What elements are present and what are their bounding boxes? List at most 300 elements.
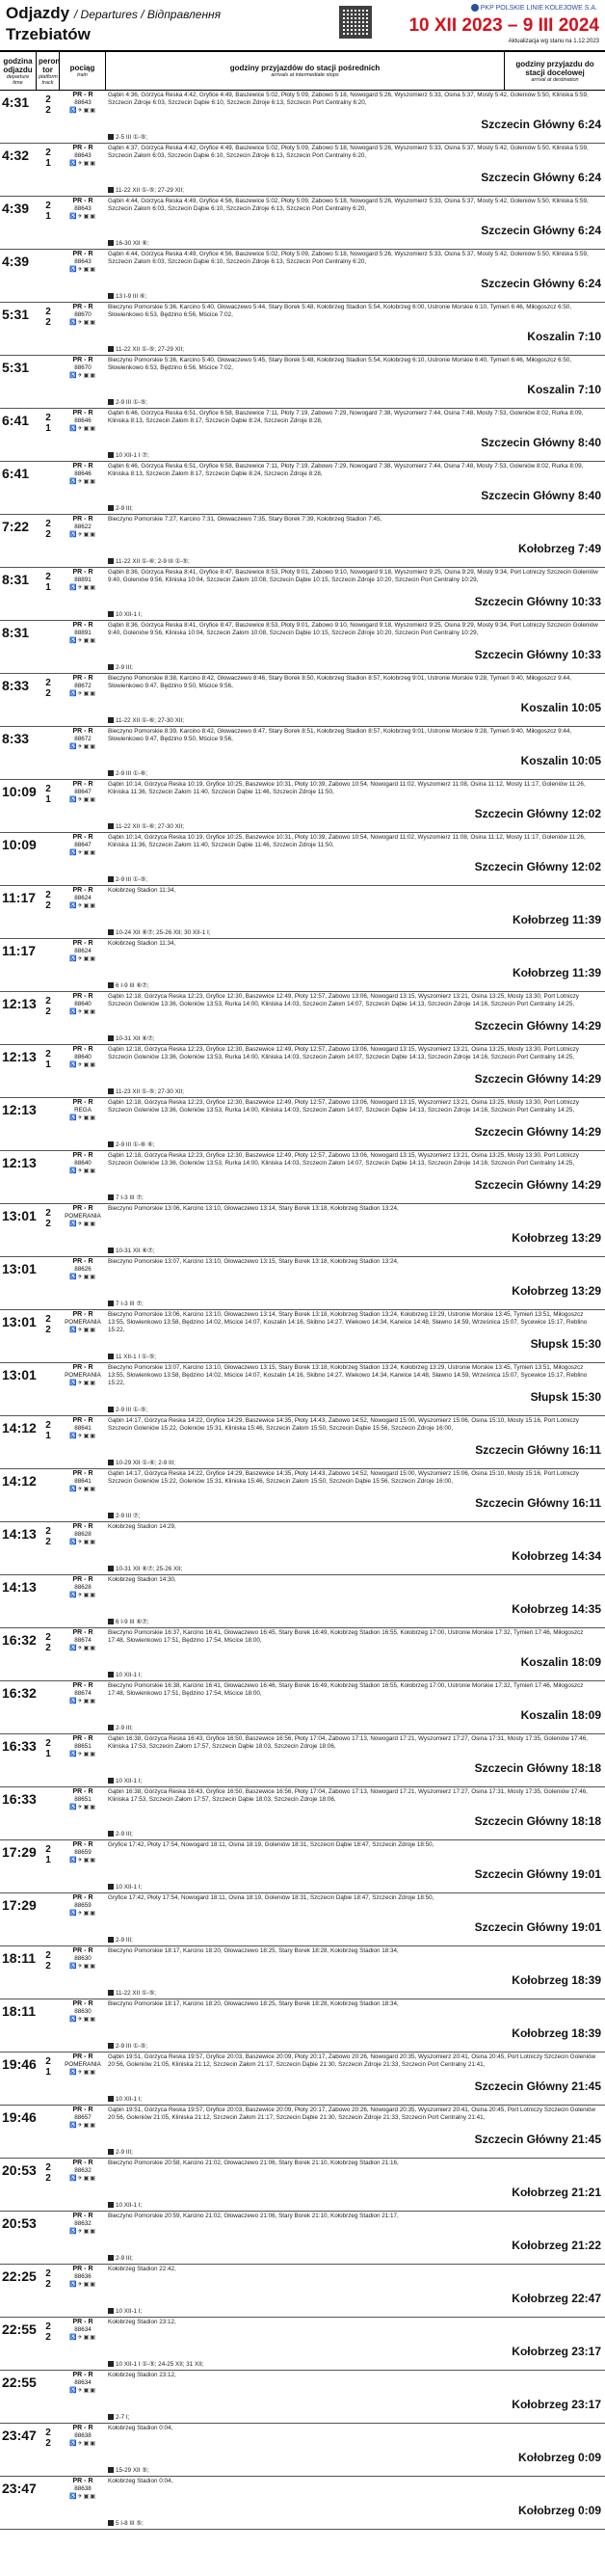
operating-days-text: 13 I-9 III ⑥; xyxy=(116,293,147,300)
train-info xyxy=(60,1045,106,1097)
train-info xyxy=(60,197,106,249)
departure-time: 17:29 xyxy=(2,1844,37,1860)
train-number: 88634 xyxy=(74,2326,92,2333)
destination: Koszalin 7:10 xyxy=(527,330,601,343)
platform-number: 2 xyxy=(45,201,51,211)
service-icons: ♿✈▣▣ xyxy=(69,2123,96,2129)
platform-number: 2 xyxy=(45,1632,51,1643)
table-row xyxy=(0,91,605,144)
train-number: 88672 xyxy=(74,683,92,689)
table-row xyxy=(0,1946,605,1999)
table-row xyxy=(0,2424,605,2477)
route-info xyxy=(106,1946,605,1999)
train-number: 88630 xyxy=(74,1955,92,1962)
train-info xyxy=(60,2212,106,2264)
destination: Szczecin Główny 14:29 xyxy=(474,1178,601,1192)
intermediate-stops: Gąbin 12:18, Górzyca Reska 12:23, Gryfice 12:30, Baszewice 12:49, Płoty 12:57, Zabowo 13:06, Nowogard 13:15, Wyszomierz 13:21, Osina 13:25, Mosty 13:30, Port Lotniczy Szczecin Goleniów 13:36, Goleniów 13:53, Rurka 14:00, Kliniska 14:03, Szczecin Załom 14:07, Szczecin Dąbie 14:13, Szczecin Zdroje 14:16, Szczecin Port Centralny 14:25, xyxy=(108,1152,579,1167)
service-icons: ♿✈▣▣ xyxy=(69,1752,96,1758)
intermediate-stops: Bieczyno Pomorskie 7:27, Karcino 7:31, Głowaczewo 7:35, Stary Borek 7:39, Kołobrzeg Stadion 7:45, xyxy=(108,516,382,523)
operating-days-text: 11-22 XII ①-⑥; 2-9 III ①-⑤; xyxy=(116,558,190,565)
service-icons: ♿✈▣▣ xyxy=(69,320,96,326)
train-category: PR - R xyxy=(72,1735,93,1742)
platform-track xyxy=(37,1840,60,1892)
train-category: PR - R xyxy=(72,2160,93,2166)
train-category: PR - R xyxy=(72,1841,93,1848)
destination: Szczecin Główny 14:29 xyxy=(474,1125,601,1139)
operating-days-text: 2-9 III ⑦; xyxy=(116,1513,141,1519)
platform-number: 2 xyxy=(45,996,51,1006)
header xyxy=(0,0,605,52)
train-info xyxy=(60,1416,106,1468)
calendar-icon xyxy=(108,1248,114,1253)
platform-number: 2 xyxy=(45,2268,51,2279)
route-info xyxy=(106,462,605,514)
train-category: PR - R xyxy=(72,1682,93,1689)
departure-time: 8:31 xyxy=(2,572,30,587)
operating-days-text: 11-22 XII ①-⑥; 27-30 XII; xyxy=(116,717,185,724)
departures-table xyxy=(0,91,605,2530)
calendar-icon xyxy=(108,2361,114,2367)
route-info xyxy=(106,1151,605,1203)
train-info xyxy=(60,1893,106,1945)
train-category: PR - R xyxy=(72,1576,93,1583)
operating-days-text: 11-22 XII ①-⑤; 27-29 XII; xyxy=(116,346,185,353)
departure-time: 11:17 xyxy=(2,943,37,958)
table-row xyxy=(0,144,605,197)
pkp-logo xyxy=(471,4,597,12)
train-category: PR - R xyxy=(72,2478,93,2484)
track-number: 2 xyxy=(45,1219,51,1229)
destination: Kołobrzeg 11:39 xyxy=(512,966,601,979)
intermediate-stops: Bieczyno Pomorskie 13:06, Karcino 13:10, Głowaczewo 13:14, Stary Borek 13:18, Kołobrzeg Stadion 13:24, Kołobrzeg 13:29, Ustronie Morskie 13:45, Tymień 13:51, Miłogoszcz 13:55, Słowienkowo 13:58, Będzino 14:02, Mścice 14:07, Koszalin 14:16, Skibno 14:27, Wiekowo 14:34, Karwice 14:48, Sławno 14:59, Wrześnica 15:07, Sycewice 15:17, Reblino 15:22, xyxy=(108,1311,588,1333)
intermediate-stops: Gąbin 6:46, Górzyca Reska 6:51, Gryfice 6:58, Baszewice 7:11, Płoty 7:19, Zabowo 7:29, Nowogard 7:38, Wyszomierz 7:44, Osina 7:48, Mosty 7:53, Goleniów 8:02, Rurka 8:09, Kliniska 8:13, Szczecin Załom 8:17, Szczecin Dąbie 8:24, Szczecin Zdroje 8:28, xyxy=(108,463,584,477)
departure-time: 14:12 xyxy=(2,1473,37,1489)
track-number: 2 xyxy=(45,1643,51,1653)
calendar-icon xyxy=(108,2414,114,2420)
train-category: PR - R xyxy=(72,1099,93,1106)
intermediate-stops: Bieczyno Pomorskie 13:07, Karcino 13:10, Głowaczewo 13:15, Stary Borek 13:18, Kołobrzeg Stadion 13:24, xyxy=(108,1258,399,1265)
train-number: POMERANIA xyxy=(65,1213,101,1220)
operating-days-text: 2-9 III; xyxy=(116,2149,133,2156)
intermediate-stops: Gąbin 6:46, Górzyca Reska 6:51, Gryfice 6:58, Baszewice 7:11, Płoty 7:19, Zabowo 7:29, Nowogard 7:38, Wyszomierz 7:44, Osina 7:48, Mosty 7:53, Goleniów 8:02, Rurka 8:09, Kliniska 8:13, Szczecin Załom 8:17, Szczecin Dąbie 8:24, Szczecin Zdroje 8:28, xyxy=(108,410,584,424)
route-info xyxy=(106,356,605,408)
platform-number: 2 xyxy=(45,572,51,582)
platform-track xyxy=(37,568,60,620)
departure-time: 4:32 xyxy=(2,148,30,163)
calendar-icon xyxy=(108,240,114,246)
train-category: PR - R xyxy=(72,463,93,470)
destination: Szczecin Główny 14:29 xyxy=(474,1072,601,1086)
train-number: 88651 xyxy=(74,1796,92,1803)
operating-days xyxy=(108,1513,140,1520)
destination: Szczecin Główny 16:11 xyxy=(475,1496,601,1510)
service-icons: ♿✈▣▣ xyxy=(69,1381,96,1386)
train-category: PR - R xyxy=(72,198,93,204)
route-info xyxy=(106,2053,605,2105)
col-train xyxy=(60,52,106,90)
platform-number: 2 xyxy=(45,1208,51,1219)
train-category: PR - R xyxy=(72,145,93,151)
calendar-icon xyxy=(108,876,114,882)
operating-days-text: 2-9 III ①-⑤; xyxy=(116,399,147,406)
platform-track xyxy=(37,1999,60,2052)
intermediate-stops: Kołobrzeg Stadion 14:29, xyxy=(108,1523,176,1530)
intermediate-stops: Gąbin 12:18, Górzyca Reska 12:23, Gryfice 12:30, Baszewice 12:49, Płoty 12:57, Zabowo 13:06, Nowogard 13:15, Wyszomierz 13:21, Osina 13:25, Mosty 13:30, Port Lotniczy Szczecin Goleniów 13:36, Goleniów 13:53, Rurka 14:00, Kliniska 14:03, Szczecin Załom 14:07, Szczecin Dąbie 14:13, Szczecin Zdroje 14:16, Szczecin Port Centralny 14:25, xyxy=(108,1099,579,1114)
intermediate-stops: Bieczyno Pomorskie 18:17, Karcino 18:20, Głowaczewo 18:25, Stary Borek 18:28, Kołobrzeg Stadion 18:34, xyxy=(108,2000,399,2007)
operating-days xyxy=(108,1778,142,1785)
route-info xyxy=(106,197,605,249)
train-info xyxy=(60,515,106,567)
departure-time: 12:13 xyxy=(2,1049,37,1064)
operating-days xyxy=(108,2149,133,2157)
route-info xyxy=(106,515,605,567)
operating-days xyxy=(108,1831,133,1838)
departure-time: 22:25 xyxy=(2,2268,37,2284)
train-number: 88630 xyxy=(74,2008,92,2015)
train-number: 88643 xyxy=(74,99,92,106)
destination: Szczecin Główny 16:11 xyxy=(475,1443,601,1457)
intermediate-stops: Bieczyno Pomorskie 16:37, Karcino 16:41, Głowaczewo 16:45, Stary Borek 16:49, Kołobrzeg Stadion 16:55, Kołobrzeg 17:00, Ustronie Morskie 17:32, Tymień 17:46, Miłogoszcz 17:48, Słowienkowo 17:51, Będzino 17:54, Mścice 18:00, xyxy=(108,1629,584,1644)
table-row xyxy=(0,1204,605,1257)
train-category: PR - R xyxy=(72,92,93,98)
table-row xyxy=(0,356,605,409)
train-category: PR - R xyxy=(72,357,93,363)
train-category: PR - R xyxy=(72,1523,93,1530)
platform-track xyxy=(37,2159,60,2211)
table-row xyxy=(0,2106,605,2159)
operating-days xyxy=(108,2255,133,2263)
intermediate-stops: Bieczyno Pomorskie 8:38, Karcino 8:42, Głowaczewo 8:46, Stary Borek 8:50, Kołobrzeg Stadion 8:57, Kołobrzeg 9:01, Ustronie Morskie 9:28, Tymień 9:40, Miłogoszcz 9:44, Słowienkowo 9:47, Będzino 9:50, Mścice 9:56, xyxy=(108,675,572,689)
platform-number: 2 xyxy=(45,1950,51,1961)
train-number: 88651 xyxy=(74,1743,92,1750)
track-number: 2 xyxy=(45,2279,51,2290)
calendar-icon xyxy=(108,2255,114,2261)
train-info xyxy=(60,2371,106,2423)
table-row xyxy=(0,2318,605,2371)
operating-days xyxy=(108,293,146,301)
column-header xyxy=(0,52,605,91)
departure-time: 20:53 xyxy=(2,2162,37,2178)
service-icons: ♿✈▣▣ xyxy=(69,426,96,432)
destination: Szczecin Główny 21:45 xyxy=(474,2080,601,2093)
route-info xyxy=(106,91,605,143)
departure-time: 7:22 xyxy=(2,519,30,534)
departure-time: 22:55 xyxy=(2,2375,37,2390)
table-row xyxy=(0,197,605,250)
route-info xyxy=(106,1999,605,2052)
platform-track xyxy=(37,1734,60,1786)
destination: Szczecin Główny 6:24 xyxy=(481,224,601,237)
service-icons: ♿✈▣▣ xyxy=(69,2017,96,2023)
operating-days xyxy=(108,982,148,990)
calendar-icon xyxy=(108,664,114,670)
platform-number: 2 xyxy=(45,1049,51,1060)
train-category: PR - R xyxy=(72,2372,93,2378)
departure-time: 18:11 xyxy=(2,2003,37,2019)
train-category: PR - R xyxy=(72,1629,93,1636)
train-info xyxy=(60,1946,106,1999)
track-number: 1 xyxy=(45,1855,51,1865)
train-category: PR - R xyxy=(72,993,93,1000)
operating-days xyxy=(108,2043,147,2051)
service-icons: ♿✈▣▣ xyxy=(69,1221,96,1227)
calendar-icon xyxy=(108,452,114,458)
route-info xyxy=(106,1628,605,1680)
departure-time: 13:01 xyxy=(2,1208,37,1223)
service-icons: ♿✈▣▣ xyxy=(69,1964,96,1970)
update-note: Aktualizacja wg stanu na 1.12.2023 xyxy=(508,39,599,44)
route-info xyxy=(106,144,605,196)
train-category: PR - R xyxy=(72,622,93,629)
operating-days-text: 2-9 III; xyxy=(116,1937,133,1944)
train-info xyxy=(60,674,106,726)
train-info xyxy=(60,1469,106,1521)
route-info xyxy=(106,1734,605,1786)
calendar-icon xyxy=(108,1301,114,1306)
track-number: 2 xyxy=(45,1325,51,1335)
operating-days xyxy=(108,1937,133,1945)
platform-track xyxy=(37,2318,60,2370)
title-subtitle: / Departures / Відправлення xyxy=(73,8,222,21)
calendar-icon xyxy=(108,1990,114,1996)
platform-track xyxy=(37,1787,60,1839)
calendar-icon xyxy=(108,2308,114,2314)
train-category: PR - R xyxy=(72,516,93,523)
intermediate-stops: Gąbin 19:51, Górzyca Reska 19:57, Gryfice 20:03, Baszewice 20:09, Płoty 20:17, Zabowo 20:26, Nowogard 20:35, Wyszomierz 20:41, Osina 20:45, Port Lotniczy Szczecin Goleniów 20:56, Goleniów 21:05, Kliniska 21:12, Szczecin Załom 21:17, Szczecin Dąbie 21:30, Szczecin Zdroje 21:33, Szczecin Port Centralny 21:41, xyxy=(108,2053,596,2068)
train-category: PR - R xyxy=(72,1417,93,1424)
destination: Kołobrzeg 22:47 xyxy=(512,2292,601,2305)
table-row xyxy=(0,1681,605,1734)
col-train-label: pociąg xyxy=(69,64,95,72)
track-number: 2 xyxy=(45,900,51,911)
destination: Szczecin Główny 12:02 xyxy=(474,860,601,873)
route-info xyxy=(106,1681,605,1733)
platform-number: 2 xyxy=(45,94,51,105)
departure-time: 11:17 xyxy=(2,890,37,905)
platform-number: 2 xyxy=(45,413,51,423)
destination: Szczecin Główny 19:01 xyxy=(474,1867,601,1881)
train-number: 88640 xyxy=(74,1001,92,1007)
calendar-icon xyxy=(108,2096,114,2102)
operating-days xyxy=(108,2361,203,2369)
service-icons: ♿✈▣▣ xyxy=(69,1805,96,1811)
train-number: 88659 xyxy=(74,1849,92,1856)
intermediate-stops: Gąbin 19:51, Górzyca Reska 19:57, Gryfice 20:03, Baszewice 20:09, Płoty 20:17, Zabowo 20:26, Nowogard 20:35, Wyszomierz 20:41, Osina 20:45, Port Lotniczy Szczecin Goleniów 20:56, Goleniów 21:05, Kliniska 21:12, Szczecin Załom 21:17, Szczecin Dąbie 21:30, Szczecin Zdroje 21:33, Szczecin Port Centralny 21:41, xyxy=(108,2106,596,2121)
train-info xyxy=(60,2053,106,2105)
train-number: 88641 xyxy=(74,1478,92,1485)
operating-days xyxy=(108,2520,144,2528)
train-info xyxy=(60,1628,106,1680)
service-icons: ♿✈▣▣ xyxy=(69,2441,96,2447)
service-icons: ♿✈▣▣ xyxy=(69,108,96,114)
train-category: PR - R xyxy=(72,1894,93,1901)
departure-time: 16:33 xyxy=(2,1738,37,1754)
operating-days-text: 10 XII-1 I; xyxy=(116,611,143,618)
route-info xyxy=(106,2106,605,2158)
operating-days xyxy=(108,2096,142,2104)
table-row xyxy=(0,1575,605,1628)
train-number: 88674 xyxy=(74,1637,92,1644)
train-number: POMERANIA xyxy=(65,1319,101,1326)
train-info xyxy=(60,2477,106,2529)
service-icons: ♿✈▣▣ xyxy=(69,1168,96,1174)
train-number: 88624 xyxy=(74,895,92,901)
table-row xyxy=(0,833,605,886)
platform-number: 2 xyxy=(45,307,51,317)
train-number: 88646 xyxy=(74,417,92,424)
calendar-icon xyxy=(108,1884,114,1890)
intermediate-stops: Gąbin 4:36, Górzyca Reska 4:42, Gryfice 4:49, Baszewice 5:02, Płoty 5:09, Zabowo 5:18, Nowogard 5:26, Wyszomierz 5:33, Osina 5:37, Mosty 5:42, Goleniów 5:50, Kliniska 5:59, Szczecin Zdroje 6:03, Szczecin Dąbie 6:10, Szczecin Zdroje 6:13, Szczecin Port Centralny 6:20, xyxy=(108,92,589,106)
train-info xyxy=(60,1681,106,1733)
train-info xyxy=(60,1310,106,1362)
intermediate-stops: Gąbin 16:38, Górzyca Reska 16:43, Gryfice 16:50, Baszewice 16:56, Płoty 17:04, Zabowo 17:13, Nowogard 17:21, Wyszomierz 17:27, Osina 17:31, Mosty 17:35, Goleniów 17:46, Kliniska 17:53, Szczecin Załom 17:57, Szczecin Dąbie 18:03, Szczecin Zdroje 18:06, xyxy=(108,1735,589,1750)
operating-days xyxy=(108,1407,147,1414)
intermediate-stops: Bieczyno Pomorskie 5:36, Karcino 5:40, Głowaczewo 5:44, Stary Borek 5:48, Kołobrzeg Stadion 5:54, Kołobrzeg 6:00, Ustronie Morskie 6:10, Tymień 6:46, Miłogoszcz 6:50, Słowienkowo 6:53, Będzino 6:56, Mścice 7:02, xyxy=(108,304,572,318)
train-category: PR - R xyxy=(72,1364,93,1371)
track-number: 1 xyxy=(45,1749,51,1759)
train-info xyxy=(60,356,106,408)
table-row xyxy=(0,1840,605,1893)
platform-track xyxy=(37,1257,60,1309)
destination: Kołobrzeg 13:29 xyxy=(512,1284,601,1298)
platform-track xyxy=(37,144,60,196)
track-number: 1 xyxy=(45,158,51,169)
departure-time: 23:47 xyxy=(2,2428,37,2443)
route-info xyxy=(106,2371,605,2423)
destination: Szczecin Główny 21:45 xyxy=(474,2133,601,2146)
departure-time: 20:53 xyxy=(2,2215,37,2231)
operating-days xyxy=(108,611,142,619)
platform-number: 2 xyxy=(45,890,51,900)
intermediate-stops: Gąbin 10:14, Górzyca Reska 10:19, Gryfice 10:25, Baszewice 10:31, Płoty 10:39, Zabowo 10:54, Nowogard 11:02, Wyszomierz 11:08, Osina 11:12, Mosty 11:17, Goleniów 11:26, Kliniska 11:36, Szczecin Załom 11:40, Szczecin Dąbie 11:46, Szczecin Zdroje 11:50, xyxy=(108,834,586,848)
platform-track xyxy=(37,2477,60,2529)
operating-days-text: 10 XII-1 I; xyxy=(116,1672,143,1678)
operating-days-text: 10-29 XII ①-⑥; 2-9 III; xyxy=(116,1460,176,1466)
intermediate-stops: Kołobrzeg Stadion 11:34, xyxy=(108,887,176,894)
destination: Szczecin Główny 10:33 xyxy=(474,648,601,661)
train-number: 88638 xyxy=(74,2485,92,2492)
platform-track xyxy=(37,2265,60,2317)
platform-number: 2 xyxy=(45,1314,51,1325)
table-row xyxy=(0,1469,605,1522)
train-info xyxy=(60,250,106,302)
track-number: 2 xyxy=(45,2438,51,2449)
station-name: Trzebiatów xyxy=(6,25,91,43)
operating-days-text: 10-31 XII ⑥⑦; xyxy=(116,1035,155,1042)
destination: Szczecin Główny 14:29 xyxy=(474,1019,601,1033)
platform-number: 2 xyxy=(45,784,51,794)
route-info xyxy=(106,2424,605,2476)
route-info xyxy=(106,1257,605,1309)
platform-track xyxy=(37,2106,60,2158)
platform-track xyxy=(37,250,60,302)
calendar-icon xyxy=(108,2467,114,2473)
calendar-icon xyxy=(108,1831,114,1837)
departure-time: 12:13 xyxy=(2,1155,37,1170)
calendar-icon xyxy=(108,1354,114,1359)
intermediate-stops: Bieczyno Pomorskie 5:36, Karcino 5:40, Głowaczewo 5:45, Stary Borek 5:48, Kołobrzeg Stadion 5:54, Kołobrzeg 6:10, Ustronie Morskie 6:40, Tymień 6:46, Miłogoszcz 6:50, Słowienkowo 6:53, Będzino 6:56, Mścice 7:02, xyxy=(108,357,572,371)
intermediate-stops: Bieczyno Pomorskie 20:58, Karcino 21:02, Głowaczewo 21:06, Stary Borek 21:10, Kołobrzeg Stadion 21:16, xyxy=(108,2160,399,2166)
calendar-icon xyxy=(108,293,114,299)
departure-time: 16:32 xyxy=(2,1632,37,1648)
table-row xyxy=(0,1310,605,1363)
col-train-en: train xyxy=(77,72,88,78)
route-info xyxy=(106,992,605,1044)
departure-time: 6:41 xyxy=(2,413,30,428)
operating-days xyxy=(108,346,184,354)
departure-time: 16:32 xyxy=(2,1685,37,1701)
operating-days xyxy=(108,134,147,142)
table-row xyxy=(0,2371,605,2424)
col-time-en: departure time xyxy=(6,73,30,86)
table-row xyxy=(0,1045,605,1098)
track-number: 1 xyxy=(45,1431,51,1441)
train-number: 88626 xyxy=(74,1266,92,1273)
train-category: PR - R xyxy=(72,569,93,576)
table-row xyxy=(0,886,605,939)
platform-track xyxy=(37,1045,60,1097)
platform-track xyxy=(37,939,60,991)
operating-days xyxy=(108,452,149,460)
service-icons: ♿✈▣▣ xyxy=(69,744,96,750)
operating-days xyxy=(108,399,147,407)
intermediate-stops: Gąbin 8:36, Górzyca Reska 8:41, Gryfice 8:47, Baszewice 8:53, Płoty 9:01, Zabowo 9:10, Nowogard 9:18, Wyszomierz 9:25, Osina 9:29, Mosty 9:34, Port Lotniczy Szczecin Goleniów 9:40, Goleniów 9:56, Kliniska 10:04, Szczecin Załom 10:08, Szczecin Dąbie 10:15, Szczecin Zdroje 10:20, Szczecin Port Centralny 10:29, xyxy=(108,622,598,636)
operating-days-text: 2-9 III ①-⑤; xyxy=(116,1407,147,1413)
train-info xyxy=(60,1734,106,1786)
service-icons: ♿✈▣▣ xyxy=(69,850,96,856)
train-number: 88634 xyxy=(74,2379,92,2386)
operating-days-text: 2-9 III ①-⑥; xyxy=(116,770,147,777)
service-icons: ♿✈▣▣ xyxy=(69,532,96,538)
service-icons: ♿✈▣▣ xyxy=(69,638,96,644)
intermediate-stops: Bieczyno Pomorskie 13:07, Karcino 13:10, Głowaczewo 13:15, Stary Borek 13:18, Kołobrzeg Stadion 13:24, Kołobrzeg 13:29, Ustronie Morskie 13:45, Tymień 13:51, Miłogoszcz 13:55, Słowienkowo 13:58, Będzino 14:02, Mścice 14:07, Koszalin 14:16, Skibno 14:27, Wiekowo 14:34, Karwice 14:48, Sławno 14:59, Wrześnica 15:07, Sycewice 15:17, Reblino 15:22, xyxy=(108,1364,588,1386)
platform-number: 2 xyxy=(45,519,51,529)
operating-days xyxy=(108,240,149,248)
operating-days xyxy=(108,1672,142,1679)
train-number: 88636 xyxy=(74,2273,92,2280)
platform-track xyxy=(37,727,60,779)
train-info xyxy=(60,939,106,991)
train-category: PR - R xyxy=(72,304,93,310)
service-icons: ♿✈▣▣ xyxy=(69,2335,96,2341)
operating-days xyxy=(108,2202,142,2210)
service-icons: ♿✈▣▣ xyxy=(69,1646,96,1651)
track-number: 2 xyxy=(45,529,51,540)
train-info xyxy=(60,462,106,514)
intermediate-stops: Gąbin 4:44, Górzyca Reska 4:49, Gryfice 4:56, Baszewice 5:02, Płoty 5:09, Zabowo 5:18, Nowogard 5:26, Wyszomierz 5:33, Osina 5:37, Mosty 5:42, Goleniów 5:50, Kliniska 5:59, Szczecin Załom 6:03, Szczecin Dąbie 6:10, Szczecin Zdroje 6:13, Szczecin Port Centralny 6:20, xyxy=(108,251,589,265)
train-category: PR - R xyxy=(72,728,93,735)
table-row xyxy=(0,621,605,674)
platform-track xyxy=(37,515,60,567)
departure-time: 19:46 xyxy=(2,2109,37,2125)
departure-time: 19:46 xyxy=(2,2056,37,2072)
operating-days xyxy=(108,1566,182,1573)
track-number: 1 xyxy=(45,2067,51,2078)
intermediate-stops: Gąbin 10:14, Górzyca Reska 10:19, Gryfice 10:25, Baszewice 10:31, Płoty 10:39, Zabowo 10:54, Nowogard 11:02, Wyszomierz 11:08, Osina 11:12, Mosty 11:17, Goleniów 11:26, Kliniska 11:36, Szczecin Załom 11:40, Szczecin Dąbie 11:46, Szczecin Zdroje 11:50, xyxy=(108,781,586,795)
train-category: PR - R xyxy=(72,1258,93,1265)
track-number: 2 xyxy=(45,2173,51,2184)
operating-days-text: 6 I-9 III ⑥⑦; xyxy=(116,982,149,989)
departure-time: 8:33 xyxy=(2,678,30,693)
operating-days-text: 2-9 III ①-⑤; xyxy=(116,876,147,883)
operating-days-text: 2-9 III ①-⑥ ⑥; xyxy=(116,1141,155,1148)
intermediate-stops: Gryfice 17:42, Płoty 17:54, Nowogard 18:11, Osina 18:19, Goleniów 18:31, Szczecin Dąbie 18:47, Szczecin Zdroje 18:50, xyxy=(108,1894,434,1901)
calendar-icon xyxy=(108,1725,114,1731)
operating-days-text: 11-22 XII ①-⑥; 27-30 XII; xyxy=(116,823,185,830)
service-icons: ♿✈▣▣ xyxy=(69,1699,96,1704)
destination: Koszalin 18:09 xyxy=(520,1708,601,1722)
intermediate-stops: Kołobrzeg Stadion 11:34, xyxy=(108,940,176,947)
